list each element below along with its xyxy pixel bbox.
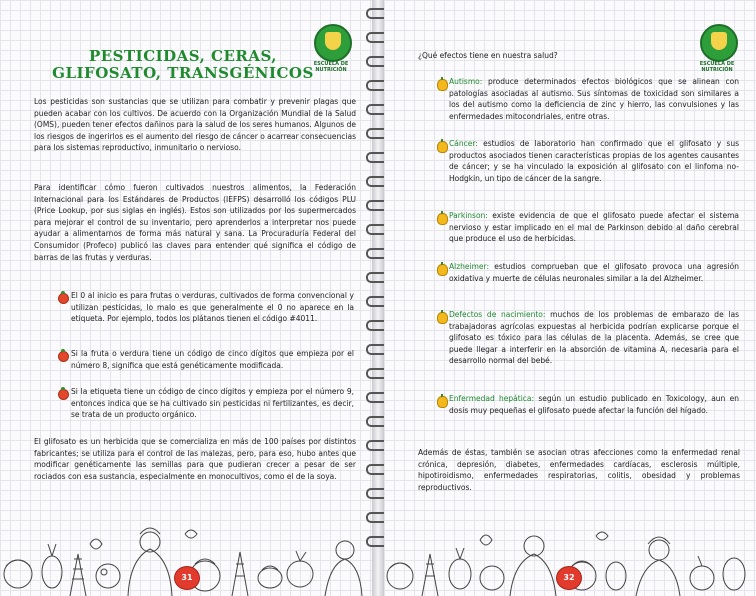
intro-paragraph: Los pesticidas son sustancias que se utilizan para combatir y prevenir plagas que pueden acabar con los cultivos. De acuerdo con la Organización Mundial de la Salud (OMS), pueden tener efectos dañinos para la salud de los seres humanos. Algunos de los riesgos de ingerirlos es el aumento del riesgo de cáncer o acarrear consecuencias para los sistemas reproductivo, inmunitario o nervioso.: [34, 97, 356, 153]
page-number: 32: [556, 566, 582, 590]
effect-term: Enfermedad hepática:: [449, 394, 535, 403]
effect-term: Parkinson:: [449, 211, 488, 220]
effect-text: estudios de laboratorio han confirmado que el glifosato y sus productos asociados tienen características propias de los agentes causantes de cáncer; y se ha vinculado la exposición al glifosato con el linfoma no-Hodgkin, un tipo de cáncer de la sangre.: [449, 139, 739, 183]
school-logo-text: ESCUELA DE NUTRICIÓN: [699, 61, 735, 73]
effect-term: Autismo:: [449, 77, 483, 86]
bullet-item: Si la fruta o verdura tiene un código de cinco dígitos que empieza por el número 8, significa que está genéticamente modificada.: [71, 349, 354, 370]
effect-item: [449, 210, 739, 245]
effect-text: estudios comprueban que el glifosato provoca una agresión oxidativa y muerte de células neuronales similar a la del Alzheimer.: [449, 262, 739, 283]
page-title: PESTICIDAS, CERAS, GLIFOSATO, TRANSGÉNICOS: [52, 47, 314, 82]
bullet-item: Si la etiqueta tiene un código de cinco dígitos y empieza por el número 9, entonces indica que se ha cultivado sin pesticidas ni fertilizantes, es decir, se trata de un producto orgánico.: [71, 387, 354, 420]
tomato-bullet-icon: [58, 389, 69, 400]
pepper-bullet-icon: [437, 312, 448, 324]
closing-paragraph: Además de éstas, también se asocian otras afecciones como la enfermedad renal crónica, depresión, diabetes, enfermedades cardíacas, esclerosis múltiple, hipotiroidismo, enfermedades respiratorias, colitis, obesidad y problemas reproductivos.: [418, 448, 740, 492]
pepper-bullet-icon: [437, 79, 448, 91]
effect-term: Defectos de nacimiento:: [449, 310, 546, 319]
effect-item: [449, 76, 739, 122]
pepper-bullet-icon: [437, 264, 448, 276]
effect-text: produce determinados efectos biológicos que se alinean con patologías asociadas al autismo. Sus síntomas de toxicidad son similares a los del autismo como la deficiencia de zinc y hierro, las convulsiones y las enfermedades mitocondriales, entre otras.: [449, 77, 739, 121]
school-logo-icon: [314, 24, 352, 62]
effect-text: según un estudio publicado en Toxicology, aun en dosis muy pequeñas el glifosato puede afectar la función del hígado.: [449, 394, 739, 415]
effect-term: Alzheimer:: [449, 262, 490, 271]
school-logo-icon: [700, 24, 738, 62]
glifosato-paragraph: El glifosato es un herbicida que se comercializa en más de 100 países por distintos fabricantes; se utiliza para el control de las malezas, pero, para eso, hubo antes que modificar genéticamente las semillas para que pudieran crecer a pesar de ser rociados con esa sustancia, especialmente en monocultivos, como el de la soya.: [34, 437, 356, 481]
effect-text: muchos de los problemas de embarazo de las trabajadoras agrícolas expuestas al herbicida podrían explicarse porque el glifosato es tóxico para las células de la placenta. Además, se cree que puede llegar a interferir en la absorción de vitamina A, necesaria para el desarrollo normal del bebé.: [449, 310, 739, 366]
pepper-bullet-icon: [437, 141, 448, 153]
left-page: [0, 0, 372, 596]
effect-text: existe evidencia de que el glifosato puede afectar el sistema nervioso y estar implicado en el mal de Parkinson debido al daño cerebral que produce el uso de herbicidas.: [449, 211, 739, 244]
pepper-bullet-icon: [437, 213, 448, 225]
tomato-bullet-icon: [58, 293, 69, 304]
bullet-item: El 0 al inicio es para frutas o verduras, cultivados de forma convencional y utilizan pesticidas, lo malo es que generalmente el 0 no aparece en la etiqueta. Por ejemplo, todos los plátanos tienen el código #4011.: [71, 291, 354, 324]
effect-item: [449, 393, 739, 416]
school-logo-text: ESCUELA DE NUTRICIÓN: [313, 61, 349, 73]
effect-item: [449, 138, 739, 184]
page-number: 31: [174, 566, 200, 590]
section-question: ¿Qué efectos tiene en nuestra salud?: [418, 51, 558, 60]
pepper-bullet-icon: [437, 396, 448, 408]
tomato-bullet-icon: [58, 351, 69, 362]
right-page: [384, 0, 756, 596]
plu-paragraph: Para identificar cómo fueron cultivados nuestros alimentos, la Federación Internacional para los Estándares de Productos (IEFPS) desarrolló los códigos PLU (Price Lookup, por sus siglas en inglés). Estos son utilizados por los supermercados para mejorar el control de su inventario, pero aprenderlos a interpretar nos puede ayudar a alimentarnos de forma más natural y sana. La Procuraduría Federal del Consumidor (Profeco) publicó las claves para entender qué significa el código de barras de las frutas y verduras.: [34, 183, 356, 262]
effect-item: [449, 261, 739, 284]
effect-term: Cáncer:: [449, 139, 478, 148]
effect-item: [449, 309, 739, 367]
